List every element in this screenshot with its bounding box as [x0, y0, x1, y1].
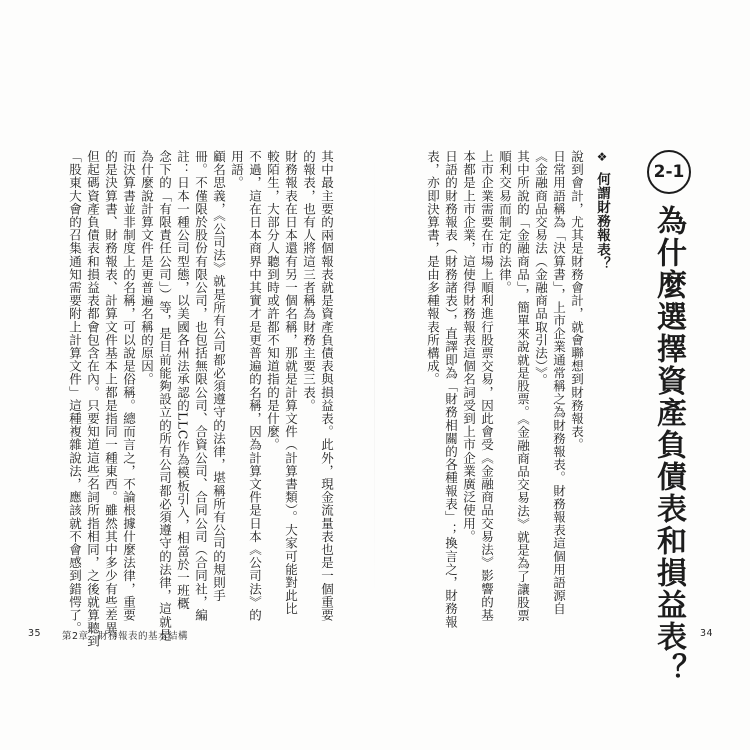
- left-line-15: 「股東大會的召集通知需要附上計算文件」這種複雜說法，應該就不會感到錯愕了。: [67, 150, 83, 635]
- right-line-8: 日語的財務報表（財務諸表），直譯即為「財務相關的各種報表」；換言之，財務報: [443, 150, 459, 629]
- section-title: 為什麼選擇資產負債表和損益表？: [651, 205, 686, 685]
- chapter-title: 財務報表的基本結構: [98, 631, 189, 642]
- left-line-1: 其中最主要的兩個報表就是資產負債表與損益表。此外，現金流量表也是一個重要: [319, 150, 335, 622]
- subheading: [592, 150, 612, 271]
- right-line-6: 上市企業需要在市場上順利進行股票交易，因此會受《金融商品交易法》影響的基: [479, 150, 495, 622]
- diamond-bullet-icon: ❖: [595, 150, 609, 165]
- chapter-label: 第2章: [62, 631, 89, 642]
- page-number-right: 34: [700, 628, 714, 639]
- right-line-7: 本都是上市企業，這使得財務報表這個名詞受到上市企業廣泛使用。: [461, 150, 477, 543]
- left-line-9: 註：日本一種公司型態，以美國各州法承認的LLC作為模板引入，相當於一班概: [175, 150, 191, 611]
- left-line-14: 但起碼資產負債表和損益表都會包含在內。只要知道這些名詞所指相同，之後就算聽到: [85, 150, 101, 648]
- gutter-divider: [374, 150, 375, 600]
- section-number-badge: [647, 150, 691, 194]
- left-line-11: 為什麼說計算文件是更普遍名稱的原因。: [139, 150, 155, 386]
- left-line-4: 較陌生，大部分人聽到時或許都不知道指的是什麼。: [265, 150, 281, 452]
- left-line-2: 的報表，也有人將這三者稱為財務主要三表。: [301, 150, 317, 412]
- left-line-13: 的是決算書、財務報表、計算文件基本上都是指同一種東西。雖然其中多少有些差異，: [103, 150, 119, 648]
- left-line-5: 不過，這在日本商界中其實才是更普遍的名稱，因為計算文件是日本《公司法》的: [247, 150, 263, 622]
- right-line-2: 日常用語稱為「決算書」，上市企業通常稱之為財務報表。財務報表這個用語源自: [551, 150, 567, 616]
- section-number: 2-1: [653, 162, 685, 182]
- right-line-1: 說到會計，尤其是財務會計，就會聯想到財務報表。: [569, 150, 585, 452]
- right-line-3: 《金融商品交易法（金融商品取引法）》。: [533, 150, 549, 387]
- left-line-12: 而決算書並非制度上的名稱，可以說是俗稱。總而言之，不論根據什麼法律，重要: [121, 150, 137, 622]
- left-line-8: 冊。不僅限於股份有限公司，也包括無限公司、合資公司、合同公司（合同社，編: [193, 150, 209, 622]
- left-line-6: 用語。: [229, 150, 245, 190]
- page-number-left: 35: [28, 628, 42, 639]
- subheading-text: 何謂財務報表？: [594, 171, 610, 271]
- right-line-5: 順利交易而制定的法律。: [497, 150, 513, 295]
- right-line-9: 表，亦即決算書，是由多種報表所構成。: [425, 150, 441, 386]
- left-line-10: 念下的「有限責任公司」）等，是目前能夠設立的所有公司都必須遵守的法律，這就是: [157, 150, 173, 642]
- left-line-7: 顧名思義，《公司法》就是所有公司都必須遵守的法律，堪稱所有公司的規則手: [211, 150, 227, 603]
- right-line-4: 其中所說的「金融商品」，簡單來說就是股票。《金融商品交易法》就是為了讓股票: [515, 150, 531, 623]
- left-line-3: 財務報表在日本還有另一個名稱，那就是計算文件（計算書類）。大家可能對此比: [283, 150, 299, 616]
